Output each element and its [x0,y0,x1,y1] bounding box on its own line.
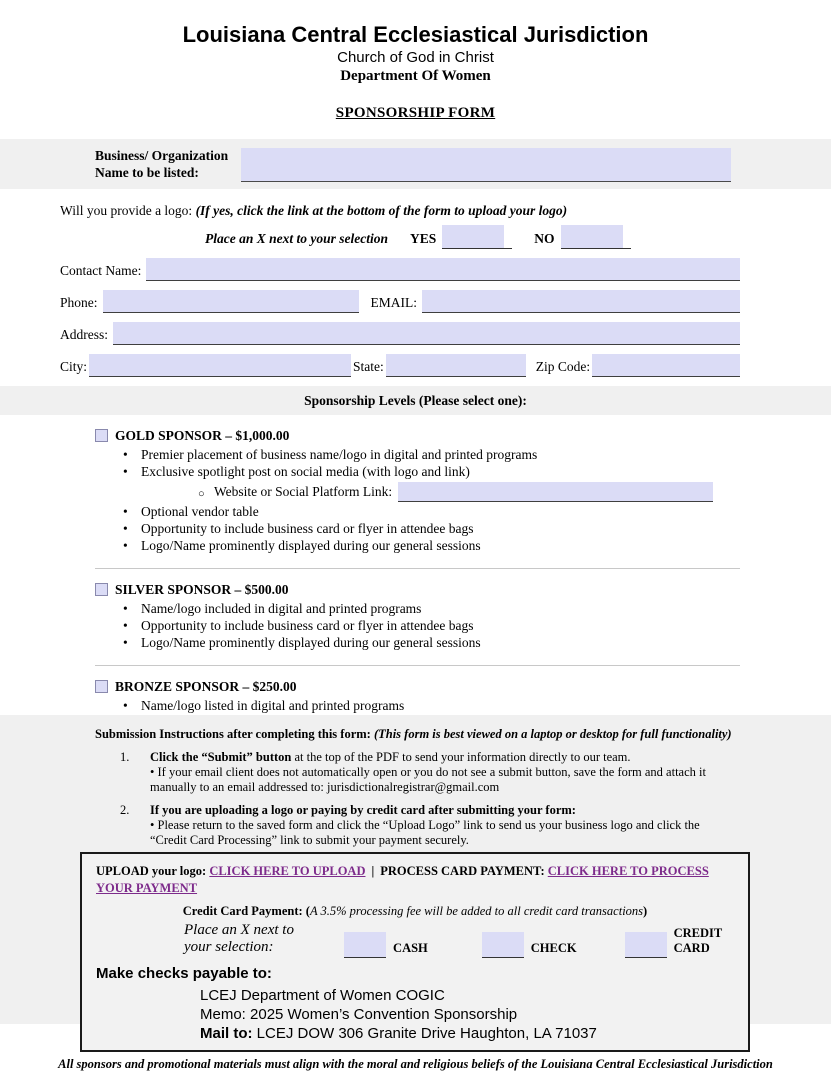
silver-checkbox[interactable] [95,583,108,596]
item-2-number: 2. [120,803,130,817]
zip-label: Zip Code: [535,359,591,374]
circle-bullet-icon: ○ [198,488,205,500]
gold-bullet: • Premier placement of business name/logo in digital and printed programs [123,447,538,462]
check-field[interactable] [482,932,524,958]
city-state-zip-row [60,354,740,377]
gold-bullet: • Logo/Name prominently displayed during our general sessions [123,538,481,553]
yes-label: YES [410,231,437,246]
logo-question [60,202,740,219]
yes-field[interactable] [442,225,512,249]
business-name-band [0,139,831,189]
no-label: NO [534,231,555,246]
instruction-item-2 [120,803,736,848]
gold-weblink-row [95,482,740,502]
contact-name-label: Contact Name: [60,263,142,278]
upload-label: UPLOAD your logo: [96,864,210,878]
city-field[interactable] [89,354,351,377]
item-1-subnote: • If your email client does not automatically open or you do not see a submit button, save the form and attach it manually to an email addressed to: jurisdictionalregistrar@gmail.com [150,765,706,794]
item-1-bold: Click the “Submit” button [150,750,292,764]
submission-section [0,715,831,1071]
silver-title: SILVER SPONSOR – $500.00 [115,582,289,597]
bullet-icon: • [123,538,128,553]
logo-selection-row [205,225,831,249]
instruction-item-1 [120,750,736,795]
phone-field[interactable] [103,290,359,313]
bullet-icon: • [123,635,128,650]
compliance-note: All sponsors and promotional materials must align with the moral and religious beliefs of the Louisiana Central Ecclesiastical Jurisdiction [58,1057,773,1071]
jurisdiction-title: Louisiana Central Ecclesiastical Jurisdiction [182,22,649,47]
logo-question-note: (If yes, click the link at the bottom of the form to upload your logo) [195,203,568,218]
address-row [60,322,740,345]
bullet-icon: • [123,601,128,616]
address-label: Address: [60,327,108,342]
checks-heading: Make checks payable to: [96,965,272,982]
gold-title: GOLD SPONSOR – $1,000.00 [115,428,290,443]
item-2-subnote: • Please return to the saved form and click the “Upload Logo” link to send us your business logo and click the “Credit Card Processing” link to submit your payment securely. [150,818,700,847]
state-label: State: [353,359,384,374]
mail-line: Mail to: LCEJ DOW 306 Granite Drive Haughton, LA 71037 [200,1025,597,1042]
checks-details [200,986,734,1043]
email-label: EMAIL: [370,295,418,310]
instructions-heading-note: (This form is best viewed on a laptop or desktop for full functionality) [373,727,732,741]
payment-selection-label: Place an X next to your selection: [184,922,294,955]
process-payment-link[interactable]: CLICK HERE TO PROCESS YOUR PAYMENT [96,864,709,895]
section-divider [95,665,740,666]
process-payment-label: PROCESS CARD PAYMENT: [380,864,548,878]
payment-selection-row [184,922,734,958]
bullet-icon: • [123,464,128,479]
credit-card-fee-note: Credit Card Payment: (A 3.5% processing fee will be added to all credit card transactions) [182,904,648,918]
sponsorship-levels-header: Sponsorship Levels (Please select one): [0,386,831,415]
bullet-icon: • [123,618,128,633]
selection-instruction: Place an X next to your selection [205,231,388,246]
email-field[interactable] [422,290,740,313]
item-1-number: 1. [120,750,130,764]
bronze-bullet: • Name/logo listed in digital and printed programs [123,698,405,713]
bullet-icon: • [123,504,128,519]
upload-link[interactable]: CLICK HERE TO UPLOAD [209,864,366,878]
no-field[interactable] [561,225,631,249]
bullet-icon: • [123,521,128,536]
gold-sponsor-section [95,427,740,554]
bronze-checkbox[interactable] [95,680,108,693]
payment-box [80,852,750,1052]
cash-field[interactable] [344,932,386,958]
contact-name-row [60,258,740,281]
gold-bullet: • Optional vendor table [123,504,259,519]
credit-card-field[interactable] [625,932,667,958]
city-label: City: [60,359,88,374]
contact-name-field[interactable] [146,258,740,281]
gold-bullet: • Opportunity to include business card or flyer in attendee bags [123,521,474,536]
upload-payment-links-row [96,863,734,897]
silver-bullet: • Logo/Name prominently displayed during our general sessions [123,635,481,650]
silver-bullet: • Name/logo included in digital and printed programs [123,601,422,616]
memo-line: Memo: 2025 Women’s Convention Sponsorship [200,1006,518,1023]
logo-question-text: Will you provide a logo: [60,203,196,218]
phone-email-row [60,290,740,313]
bullet-icon: • [123,698,128,713]
gold-checkbox[interactable] [95,429,108,442]
business-name-field[interactable] [241,148,731,182]
bullet-icon: • [123,447,128,462]
item-2-bold: If you are uploading a logo or paying by credit card after submitting your form: [150,803,576,817]
cash-label: CASH [393,941,428,955]
item-1-text: at the top of the PDF to send your information directly to our team. [291,750,631,764]
address-field[interactable] [113,322,740,345]
instructions-heading: Submission Instructions after completing this form: (This form is best viewed on a laptop or desktop for full functionality) [95,727,732,741]
credit-card-label: CREDIT CARD [673,926,723,955]
department-subtitle: Department Of Women [340,68,491,84]
bronze-sponsor-section [95,678,740,714]
church-subtitle: Church of God in Christ [337,49,494,66]
section-divider [95,568,740,569]
bronze-title: BRONZE SPONSOR – $250.00 [115,679,297,694]
check-label: CHECK [530,941,577,955]
payee-line: LCEJ Department of Women COGIC [200,987,445,1004]
phone-label: Phone: [60,295,98,310]
form-title: SPONSORSHIP FORM [335,105,496,121]
silver-bullet: • Opportunity to include business card or flyer in attendee bags [123,618,474,633]
business-name-label: Business/ Organization Name to be listed: [95,148,229,180]
silver-sponsor-section [95,581,740,651]
state-field[interactable] [386,354,526,377]
gold-bullet: • Exclusive spotlight post on social media (with logo and link) [123,464,470,479]
link-separator: | [371,864,375,878]
zip-field[interactable] [592,354,740,377]
form-header [0,0,831,123]
website-link-field[interactable] [398,482,713,502]
website-link-label: Website or Social Platform Link: [214,484,393,499]
